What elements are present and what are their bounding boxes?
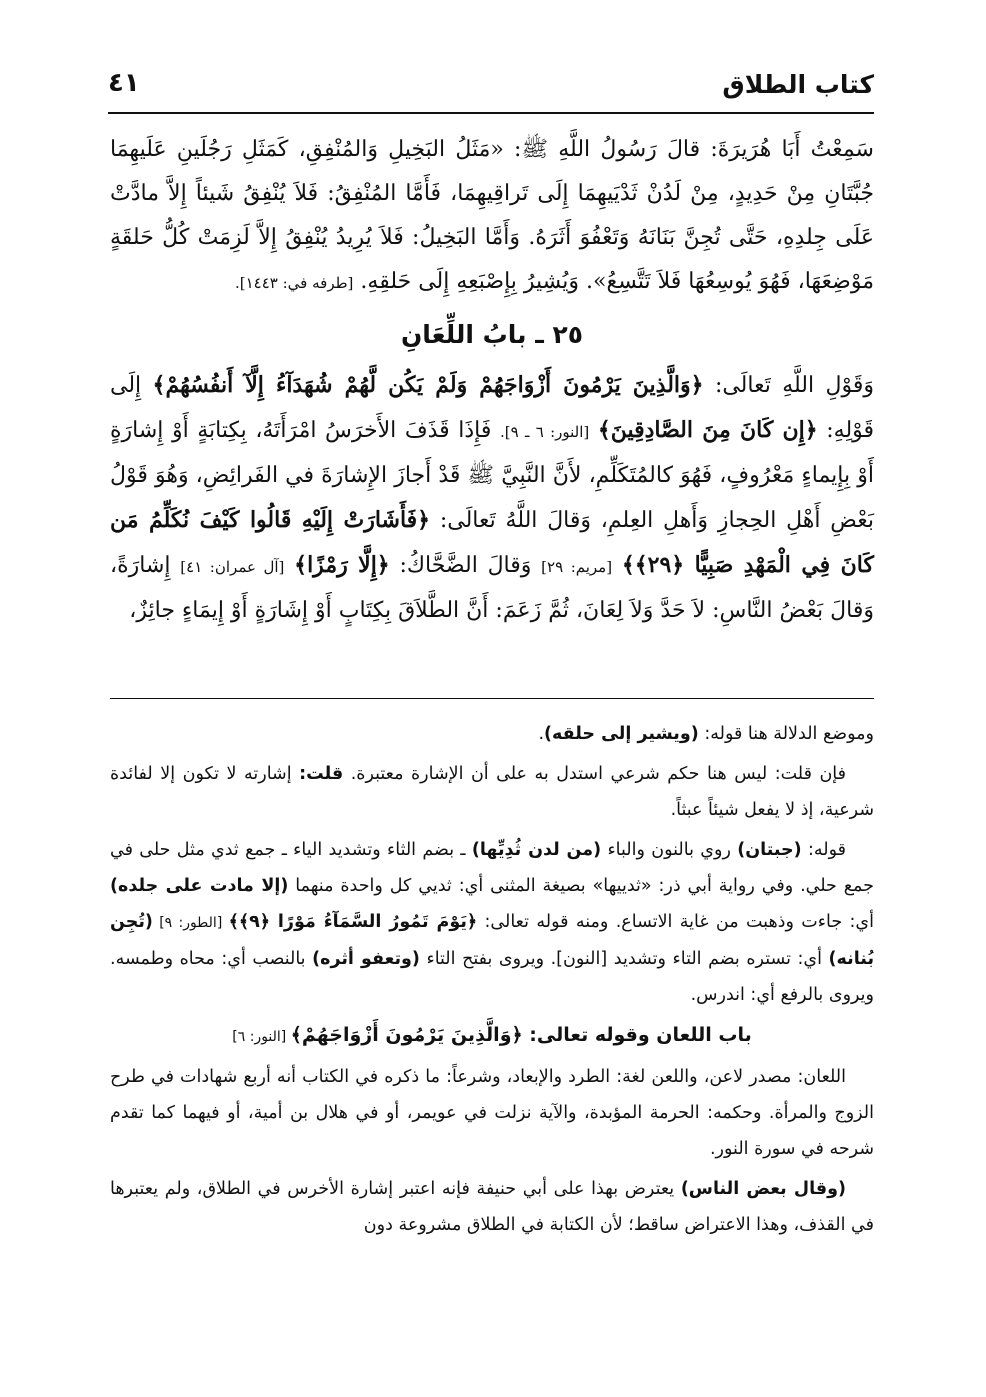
commentary-quote: (وتعفو أثره) [312,949,420,969]
commentary-quote: (ويشير إلى حلقه) [544,724,699,744]
commentary-paragraph-5 [110,1171,874,1243]
commentary-quote: (من لدن ثُدِيِّها) [471,840,602,860]
commentary-quote: (تُجِن بُنانه) [110,912,875,969]
book-title: كتاب الطلاق [722,70,874,99]
chapter-text-2: إِلَى قَوْلِهِ: [110,373,875,443]
chapter-text-3: فَإِذَا قَذَفَ الأَخرَسُ امْرَأَتَهُ، بِكِتابَةٍ أَوْ إِشارَةٍ أَوْ بِإِيماءٍ مَعْرُوفٍ، فَهُوَ كالمُتَكَلِّمِ، لأَنَّ النَّبِيَّ ﷺ قَدْ أَجازَ الإِشارَةَ في الفَرائِضِ، وَهُوَ قَوْلُ بَعْضِ أَهْلِ الحِجازِ وَأَهلِ العِلمِ، وَقالَ اللَّهُ تَعالَى: [110,418,874,533]
commentary-paragraph-1 [110,716,874,752]
commentary-quote: (إلا مادت على جلده) [110,876,289,896]
commentary-paragraph-2 [110,756,874,828]
quran-verse-2: ﴿إِن كَانَ مِنَ الصَّادِقِينَ﴾ [597,417,818,443]
commentary-divider [110,698,874,699]
commentary-text: أي: تستره بضم التاء وتشديد [النون]. ويروى بفتح التاء [419,949,829,969]
page-header [108,62,874,108]
commentary-text: وموضع الدلالة هنا قوله: [698,724,874,744]
hadith-reference: [طرفه في: ١٤٤٣]. [235,274,354,292]
commentary-text: أي: جاءت وذهبت من غاية الاتساع. ومنه قوله تعالى: [477,912,874,932]
sub-heading-verse: ﴿وَالَّذِينَ يَرْمُونَ أَزْوَاجَهُمْ﴾ [290,1024,523,1046]
commentary-text: روي بالنون والباء [601,840,738,860]
commentary-text: بالنصب أي: محاه وطمسه. ويروى بالرفع أي: اندرس. [110,949,874,1005]
verse-reference-2: [مريم: ٢٩] [541,558,613,576]
chapter-heading: ٢٥ ـ بابُ اللِّعَانِ [400,320,584,349]
main-text [110,128,874,633]
page-number: ٤١ [108,68,140,98]
commentary-verse: ﴿يَوْمَ تَمُورُ السَّمَآءُ مَوْرًا ﴿٩﴾﴾ [228,912,478,932]
quran-verse-3: ﴿فَأَشَارَتْ إِلَيْهِ قَالُوا كَيْفَ نُكَلِّمُ مَن كَانَ فِي الْمَهْدِ صَبِيًّا ﴿٢٩﴾﴾ [110,507,874,578]
commentary-text: يعترض بهذا على أبي حنيفة فإنه اعتبر إشارة الأخرس في الطلاق، ولم يعتبرها في القذف، وهذا الاعتراض ساقط؛ لأن الكتابة في الطلاق مشروعة دون [110,1179,874,1235]
sub-heading-reference: [النور: ٦] [232,1029,291,1045]
sub-heading-title: باب اللعان وقوله تعالى: [522,1024,752,1046]
chapter-text-4: وَقالَ الضَّحَّاكُ: [399,553,532,578]
commentary-text: إشارته لا تكون إلا لفائدة شرعية، إذ لا يفعل شيئاً عبثاً. [110,764,874,820]
header-divider [108,112,874,114]
quran-verse-1: ﴿وَالَّذِينَ يَرْمُونَ أَزْوَاجَهُمْ وَلَمْ يَكُن لَّهُمْ شُهَدَآءُ إِلَّآ أَنفُسُهُمْ﴾ [152,372,704,398]
hadith-paragraph [110,128,874,305]
commentary-section [110,716,874,1247]
commentary-quote: (وقال بعض الناس) [680,1179,846,1199]
commentary-text: قوله: [801,840,846,860]
commentary-sub-heading [110,1017,874,1055]
chapter-paragraph [110,363,874,633]
commentary-keyword: قلت: [299,764,344,784]
commentary-reference: [الطور: ٩] [152,915,229,931]
chapter-text-1: وَقَوْلِ اللَّهِ تَعالَى: [714,373,874,398]
commentary-text: . [538,724,545,744]
quran-verse-4: ﴿إِلَّا رَمْزًا﴾ [294,552,390,578]
commentary-text: ـ بضم الثاء وتشديد الياء ـ جمع ثدي مثل حلى في جمع حلي. وفي رواية أبي ذر: «ثدييها» بصيغة المثنى أي: ثديي كل واحدة منهما [110,840,874,896]
commentary-paragraph-4: اللعان: مصدر لاعن، واللعن لغة: الطرد والإبعاد، وشرعاً: ما ذكره في الكتاب أنه أربع شهادات في طرح الزوج والمرأة. وحكمه: الحرمة المؤبدة، والآية نزلت في عويمر، أو في هلال بن أمية، أو فيهما كما تقدم شرحه في سورة النور. [110,1067,874,1159]
chapter-text-5: إِشارَةً، وَقالَ بَعْضُ النَّاسِ: لاَ حَدَّ وَلاَ لِعَانَ، ثُمَّ زَعَمَ: أَنَّ الطَّلاَقَ بِكِتَابٍ أَوْ إِشَارَةٍ أَوْ إِيمَاءٍ جائِزٌ، [110,553,874,623]
commentary-quote: (جبتان) [737,840,802,860]
hadith-text: سَمِعْتُ أَبَا هُرَيرَةَ: قالَ رَسُولُ اللَّهِ ﷺ: «مَثَلُ البَخِيلِ وَالمُنْفِقِ، كَمَثَلِ رَجُلَينِ عَلَيهِمَا جُبَّتَانِ مِنْ حَدِيدٍ، مِنْ لَدُنْ ثَدْيَيهِمَا إِلَى تَراقِيهِمَا، فَأَمَّا المُنْفِقُ: فَلاَ يُنْفِقُ شَيئاً إِلاَّ مادَّتْ عَلَى جِلدِهِ، حَتَّى تُجِنَّ بَنَانَهُ وَتَعْفُوَ أَثَرَهُ. وَأَمَّا البَخِيلُ: فَلاَ يُرِيدُ يُنْفِقُ إِلاَّ لَزِمَتْ كُلُّ حَلقَةٍ مَوْضِعَهَا، فَهُوَ يُوسِعُهَا فَلاَ تَتَّسِعُ». وَيُشِيرُ بِإِصْبَعِهِ إِلَى حَلقِهِ. [110,137,874,294]
commentary-paragraph-3 [110,832,874,1013]
verse-reference-1: [النور: ٦ ـ ٩]. [499,423,590,441]
verse-reference-3: [آل عمران: ٤١] [180,558,285,576]
commentary-text: فإن قلت: ليس هنا حكم شرعي استدل به على أن الإشارة معتبرة. [343,764,846,784]
